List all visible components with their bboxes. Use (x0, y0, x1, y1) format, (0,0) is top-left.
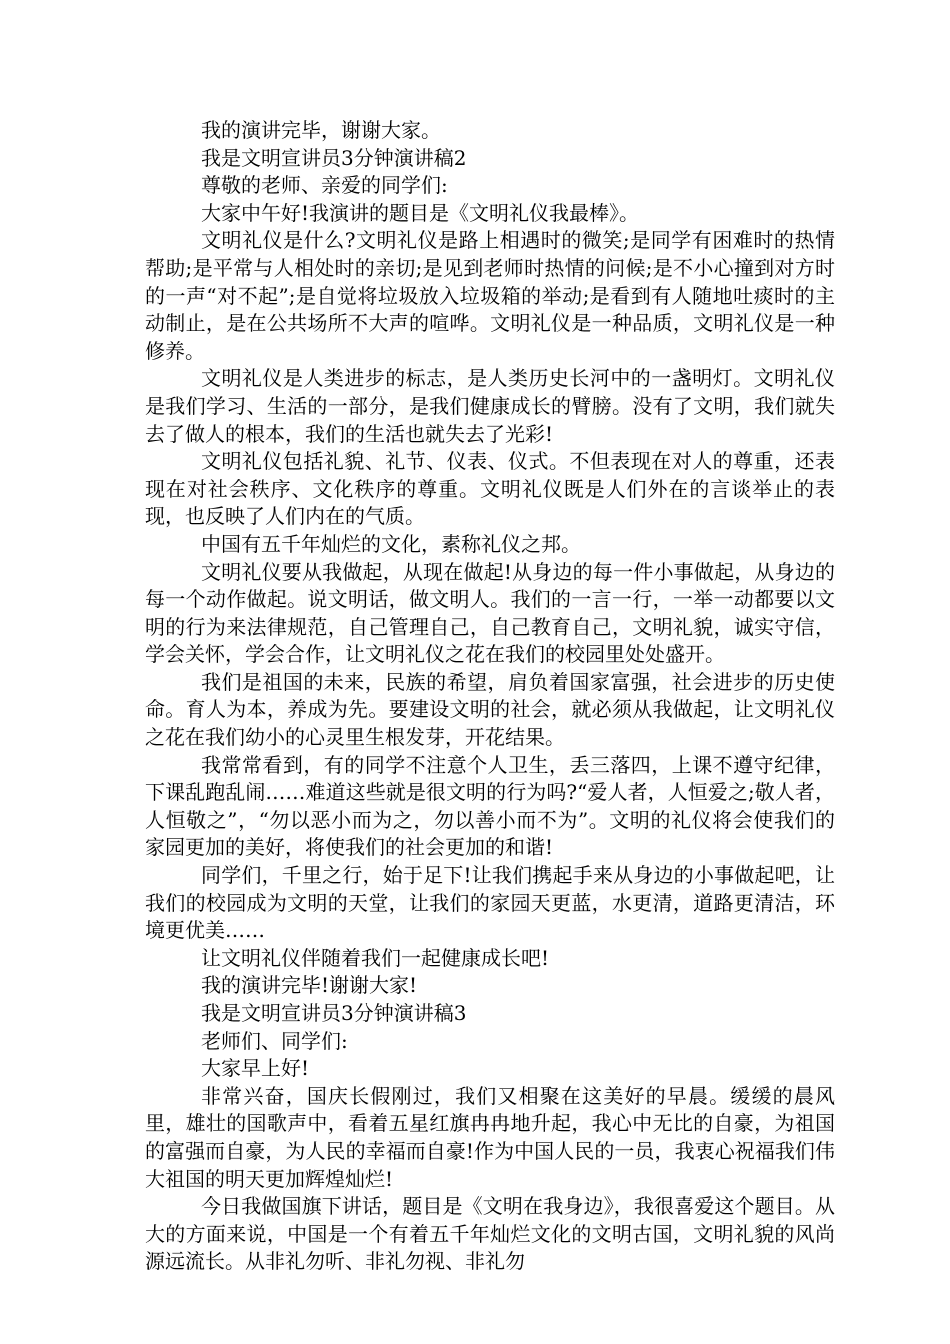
paragraph-greeting-2: 大家中午好!我演讲的题目是《文明礼仪我最棒》。 (201, 200, 640, 225)
paragraph-salutation-2: 尊敬的老师、亲爱的同学们: (201, 173, 448, 198)
paragraph-body: 文明礼仪要从我做起，从现在做起!从身边的每一件小事做起，从身边的每一个动作做起。说文明话，做文明人。我们的一言一行，一举一动都要以文明的行为来法律规范，自己管理自己，自己教育自己，文明礼貌，诚实守信，学会关怀，学会合作，让文明礼仪之花在我们的校园里处处盛开。 (145, 559, 835, 667)
document-body (145, 117, 835, 1276)
paragraph-body: 今日我做国旗下讲话，题目是《文明在我身边》，我很喜爱这个题目。从大的方面来说，中国是一个有着五千年灿烂文化的文明古国，文明礼貌的风尚源远流长。从非礼勿听、非礼勿视、非礼勿 (145, 1194, 835, 1274)
paragraph-body: 非常兴奋，国庆长假刚过，我们又相聚在这美好的早晨。缓缓的晨风里，雄壮的国歌声中，看着五星红旗冉冉地升起，我心中无比的自豪，为祖国的富强而自豪，为人民的幸福而自豪!作为中国人民的一员，我衷心祝福我们伟大祖国的明天更加辉煌灿烂! (145, 1083, 835, 1191)
paragraph-greeting-3: 大家早上好! (201, 1056, 310, 1081)
paragraph-body: 文明礼仪是人类进步的标志，是人类历史长河中的一盏明灯。文明礼仪是我们学习、生活的一部分，是我们健康成长的臂膀。没有了文明，我们就失去了做人的根本，我们的生活也就失去了光彩! (145, 366, 835, 446)
paragraph-body: 中国有五千年灿烂的文化，素称礼仪之邦。 (201, 531, 581, 556)
paragraph-body: 同学们，千里之行，始于足下!让我们携起手来从身边的小事做起吧，让我们的校园成为文明的天堂，让我们的家园天更蓝，水更清，道路更清洁，环境更优美…… (145, 863, 835, 943)
paragraph-body: 我们是祖国的未来，民族的希望，肩负着国家富强，社会进步的历史使命。育人为本，养成为先。要建设文明的社会，就必须从我做起，让文明礼仪之花在我们幼小的心灵里生根发芽，开花结果。 (145, 669, 835, 750)
paragraph-body: 文明礼仪是什么?文明礼仪是路上相遇时的微笑;是同学有困难时的热情帮助;是平常与人相处时的亲切;是见到老师时热情的问候;是不小心撞到对方时的一声“对不起”;是自觉将垃圾放入垃圾箱的举动;是看到有人随地吐痰时的主动制止，是在公共场所不大声的喧哗。文明礼仪是一种品质，文明礼仪是一种修养。 (145, 228, 835, 363)
paragraph-title-2: 我是文明宣讲员3分钟演讲稿2 (201, 145, 467, 170)
paragraph-closing-1: 我的演讲完毕，谢谢大家。 (201, 118, 441, 142)
paragraph-title-3: 我是文明宣讲员3分钟演讲稿3 (201, 1001, 467, 1025)
paragraph-body: 文明礼仪包括礼貌、礼节、仪表、仪式。不但表现在对人的尊重，还表现在对社会秩序、文化秩序的尊重。文明礼仪既是人们外在的言谈举止的表现，也反映了人们内在的气质。 (145, 449, 835, 529)
paragraph-body: 让文明礼仪伴随着我们一起健康成长吧! (201, 945, 550, 970)
paragraph-closing-2: 我的演讲完毕!谢谢大家! (201, 973, 418, 998)
paragraph-salutation-3: 老师们、同学们: (201, 1028, 348, 1053)
paragraph-body: 我常常看到，有的同学不注意个人卫生，丢三落四，上课不遵守纪律，下课乱跑乱闹……难道这些就是很文明的行为吗?“爱人者，人恒爱之;敬人者，人恒敬之”，“勿以恶小而为之，勿以善小而不为”。文明的礼仪将会使我们的家园更加的美好，将使我们的社会更加的和谐! (145, 752, 835, 860)
